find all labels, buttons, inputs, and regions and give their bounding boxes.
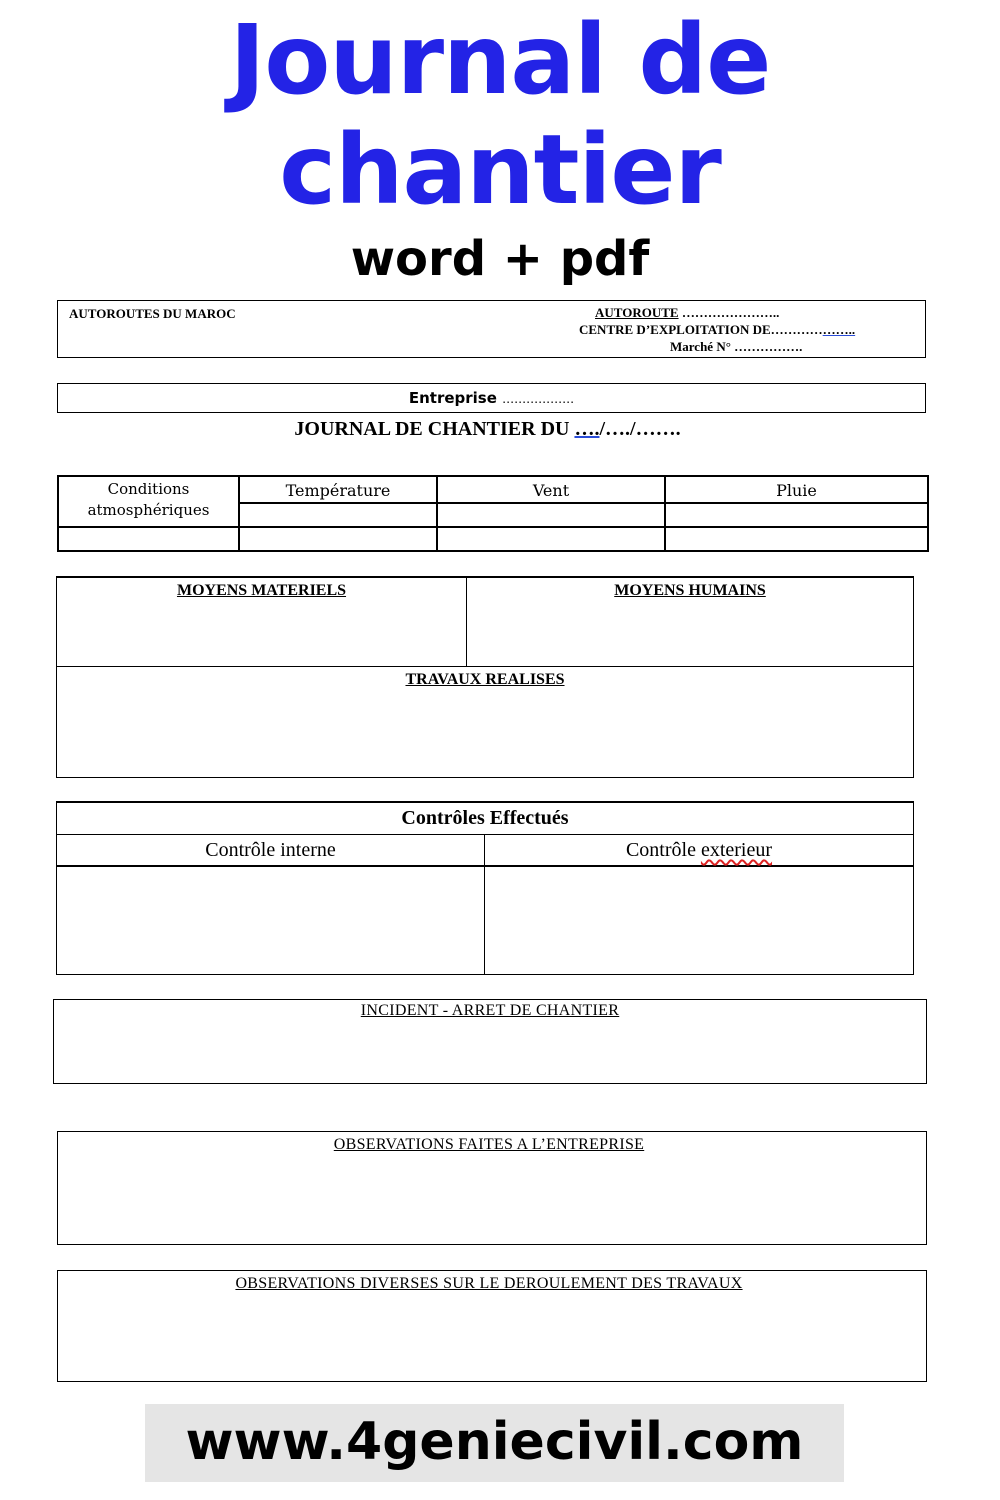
travaux-realises-heading: TRAVAUX REALISES <box>405 671 565 688</box>
journal-date-day: …. <box>574 418 600 440</box>
page-subtitle: word + pdf <box>350 231 650 287</box>
page-title-line1: Journal de <box>229 4 771 116</box>
journal-date-rest: /…./……. <box>599 418 681 440</box>
obs-diverses-box <box>57 1270 927 1382</box>
centre-label: CENTRE D’EXPLOITATION DE <box>579 322 771 337</box>
obs-entreprise-box <box>57 1131 927 1245</box>
page-title-line2: chantier <box>279 114 721 226</box>
weather-extra-cell[interactable] <box>239 527 437 551</box>
weather-extra-cell[interactable] <box>665 527 928 551</box>
obs-diverses-heading: OBSERVATIONS DIVERSES SUR LE DEROULEMENT DES TRAVAUX <box>235 1275 743 1292</box>
moyens-humains-heading: MOYENS HUMAINS <box>614 582 766 599</box>
controles-title: Contrôles Effectués <box>401 807 569 829</box>
entreprise-line <box>58 389 925 407</box>
controles-title-divider <box>57 834 913 835</box>
vent-value[interactable] <box>437 503 665 528</box>
temperature-header: Température <box>239 476 437 503</box>
controle-exterieur-prefix: Contrôle <box>625 839 701 861</box>
centre-dots-underlined: …….. <box>822 322 856 337</box>
doc-header-box <box>57 300 926 358</box>
journal-title <box>0 418 975 441</box>
moyens-materiels-heading: MOYENS MATERIELS <box>176 582 347 599</box>
entreprise-label: Entreprise <box>408 389 497 407</box>
centre-line <box>579 322 855 338</box>
travaux-divider <box>57 666 913 667</box>
pluie-value[interactable] <box>665 503 928 528</box>
journal-title-prefix: JOURNAL DE CHANTIER DU <box>294 418 575 440</box>
conditions-cell: Conditions atmosphériques <box>58 476 239 527</box>
entreprise-box <box>57 383 926 413</box>
incident-heading: INCIDENT - ARRET DE CHANTIER <box>360 1002 620 1019</box>
pluie-header: Pluie <box>665 476 928 503</box>
entreprise-dots: ……………… <box>502 392 575 406</box>
org-name: AUTOROUTES DU MAROC <box>69 306 236 321</box>
weather-extra-cell[interactable] <box>58 527 239 551</box>
obs-entreprise-heading: OBSERVATIONS FAITES A L’ENTREPRISE <box>333 1136 645 1153</box>
marche-line: Marché N° ……………. <box>670 339 803 354</box>
vent-header: Vent <box>437 476 665 503</box>
controle-exterieur-heading <box>485 839 913 862</box>
weather-extra-cell[interactable] <box>437 527 665 551</box>
weather-table <box>57 475 929 552</box>
controle-interne-heading: Contrôle interne <box>205 839 336 861</box>
controles-box <box>56 801 914 975</box>
centre-dots: ………… <box>770 322 823 337</box>
moyens-box <box>56 576 914 778</box>
temperature-value[interactable] <box>239 503 437 528</box>
footer-url[interactable]: www.4geniecivil.com <box>145 1404 844 1482</box>
autoroute-line <box>595 305 779 321</box>
autoroute-dots: ………………….. <box>678 305 780 320</box>
incident-box <box>53 999 927 1084</box>
autoroute-label: AUTOROUTE <box>595 305 679 320</box>
controle-exterieur-word: exterieur <box>700 839 773 861</box>
controles-header-divider <box>57 865 913 867</box>
